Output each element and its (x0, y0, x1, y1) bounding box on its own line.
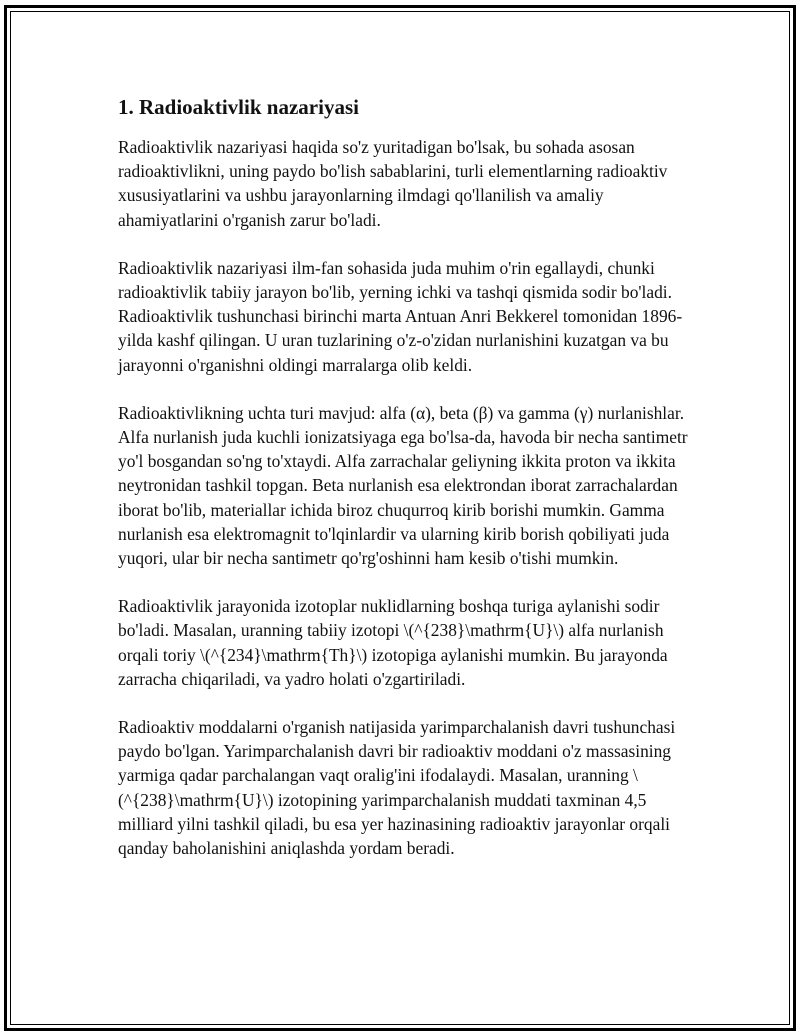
paragraph-4: Radioaktivlik jarayonida izotoplar nuklidlarning boshqa turiga aylanishi sodir bo'ladi. Masalan, uranning tabiiy izotopi \(^{238}\mathrm{U}\) alfa nurlanish orqali toriy \(^{234}\mathrm{Th}\) izotopiga aylanishi mumkin. Bu jarayonda zarracha chiqariladi, va yadro holati o'zgartiriladi. (118, 596, 668, 689)
document-body (118, 93, 688, 884)
paragraph-2: Radioaktivlik nazariyasi ilm-fan sohasida juda muhim o'rin egallaydi, chunki radioaktivlik tabiiy jarayon bo'lib, yerning ichki va tashqi qismida sodir bo'ladi. Radioaktivlik tushunchasi birinchi marta Antuan Anri Bekkerel tomonidan 1896-yilda kashf qilingan. U uran tuzlarining o'z-o'zidan nurlanishini kuzatgan va bu jarayonni o'rganishni oldingi marralarga olib keldi. (118, 257, 683, 375)
section-title: 1. Radioaktivlik nazariyasi (118, 95, 359, 119)
paragraph-5: Radioaktiv moddalarni o'rganish natijasida yarimparchalanish davri tushunchasi paydo bo'lgan. Yarimparchalanish davri bir radioaktiv moddani o'z massasining yarmiga qadar parchalangan vaqt oralig'ini ifodalaydi. Masalan, uranning \(^{238}\mathrm{U}\) izotopining yarimparchalanish muddati taxminan 4,5 milliard yilni tashkil qiladi, bu esa yer hazinasining radioaktiv jarayonlar orqali qanday baholanishini aniqlashda yordam beradi. (118, 717, 676, 859)
paragraph-1: Radioaktivlik nazariyasi haqida so'z yuritadigan bo'lsak, bu sohada asosan radioaktivlikni, uning paydo bo'lish sabablarini, turli elementlarning radioaktiv xususiyatlarini va ushbu jarayonlarning ilmdagi qo'llanilish va amaliy ahamiyatlarini o'rganish zarur bo'ladi. (118, 137, 668, 230)
paragraph-3: Radioaktivlikning uchta turi mavjud: alfa (α), beta (β) va gamma (γ) nurlanishlar. Alfa nurlanish juda kuchli ionizatsiyaga ega bo'lsa-da, havoda bir necha santimetr yo'l bosgandan so'ng to'xtaydi. Alfa zarrachalar geliyning ikkita proton va ikkita neytronidan tashkil topgan. Beta nurlanish esa elektrondan iborat zarrachalardan iborat bo'lib, materiallar ichida biroz chuqurroq kirib borishi mumkin. Gamma nurlanish esa elektromagnit to'lqinlardir va ularning kirib borish qobiliyati juda yuqori, ular bir necha santimetr qo'rg'oshinni ham kesib o'tishi mumkin. (118, 402, 688, 569)
